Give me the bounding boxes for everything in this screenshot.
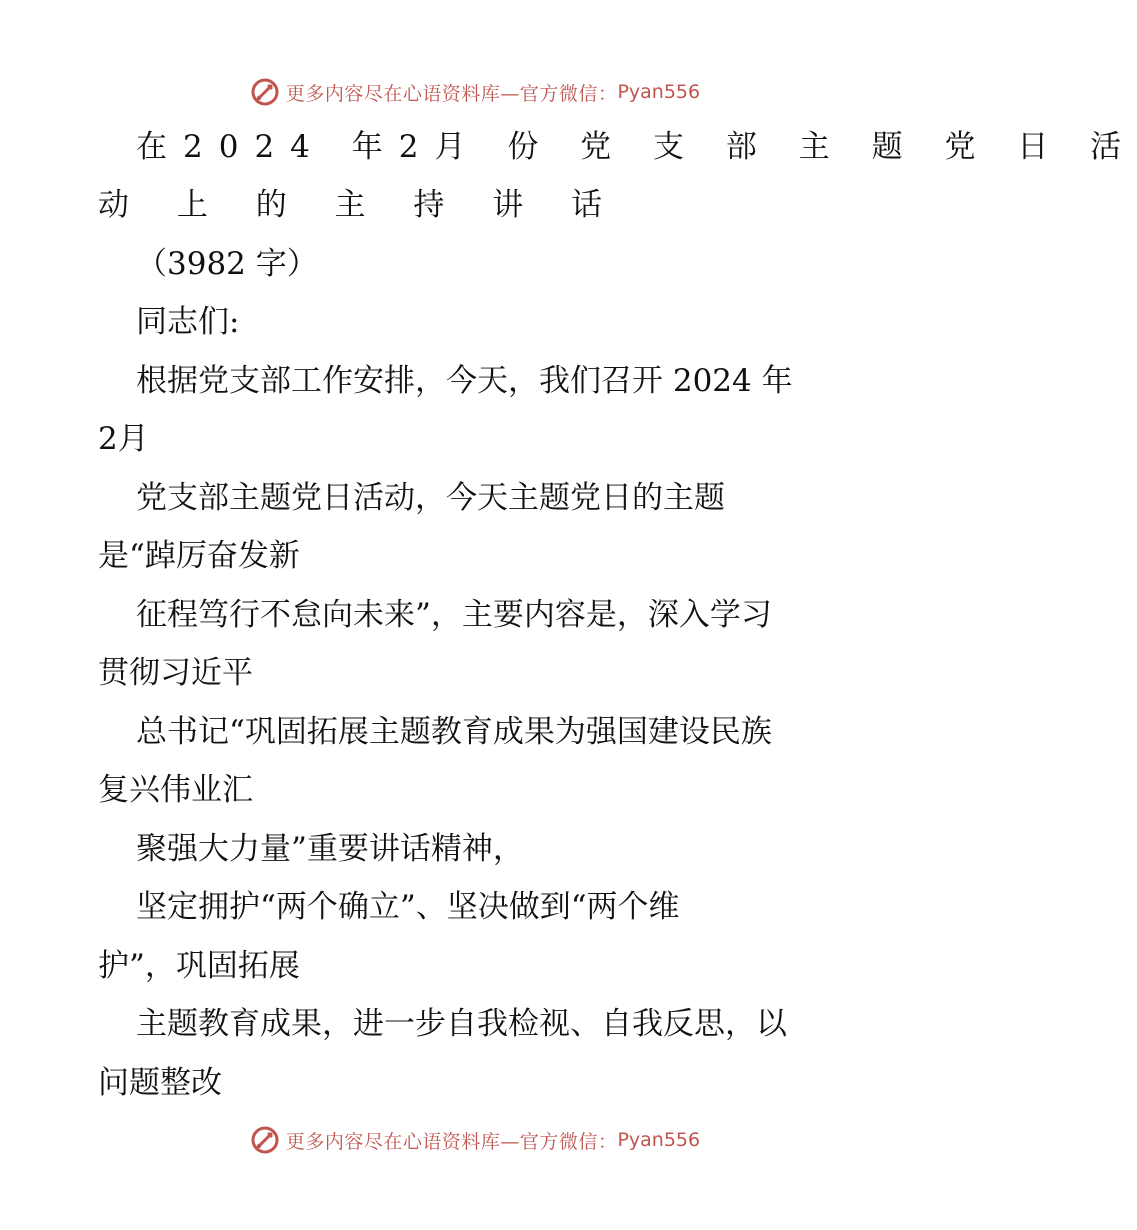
document-title-line-2: 动 上 的 主 持 讲 话 — [98, 187, 622, 223]
watermark-wechat-id: Pyan556 — [617, 81, 701, 103]
paragraph-line: 根据党支部工作安排，今天，我们召开 2024 年 — [136, 363, 793, 399]
paragraph-line: 是“踔厉奋发新 — [98, 538, 300, 574]
watermark-site-text: 更多内容尽在心语资料库— — [285, 82, 520, 105]
paragraph-line: 2月 — [98, 421, 149, 457]
paragraph-line: 党支部主题党日活动，今天主题党日的主题 — [136, 480, 725, 516]
brush-seal-icon — [250, 1125, 280, 1155]
paragraph-line: 问题整改 — [98, 1065, 222, 1101]
watermark-wechat-label: 官方微信： — [519, 82, 618, 105]
watermark-wechat-label: 官方微信： — [519, 1130, 618, 1153]
header-watermark — [0, 72, 950, 112]
paragraph-line: 坚定拥护“两个确立”、坚决做到“两个维 — [136, 889, 680, 925]
paragraph-line: 复兴伟业汇 — [98, 772, 253, 808]
watermark-wechat-id: Pyan556 — [617, 1129, 701, 1151]
word-count: （3982 字） — [136, 246, 318, 282]
paragraph-line: 总书记“巩固拓展主题教育成果为强国建设民族 — [136, 714, 772, 750]
paragraph-line: 聚强大力量”重要讲话精神， — [136, 831, 524, 867]
paragraph-line: 主题教育成果，进一步自我检视、自我反思，以 — [136, 1006, 787, 1042]
paragraph-line: 征程笃行不怠向未来”，主要内容是，深入学习 — [136, 597, 772, 633]
watermark-site-text: 更多内容尽在心语资料库— — [285, 1130, 520, 1153]
footer-watermark — [0, 1120, 950, 1160]
salutation: 同志们: — [136, 304, 240, 340]
paragraph-line: 贯彻习近平 — [98, 655, 253, 691]
paragraph-line: 护”，巩固拓展 — [98, 948, 300, 984]
document-title-line-1: 在2024 年2月 份 党 支 部 主 题 党 日 活 — [136, 129, 1137, 165]
brush-seal-icon — [250, 77, 280, 107]
